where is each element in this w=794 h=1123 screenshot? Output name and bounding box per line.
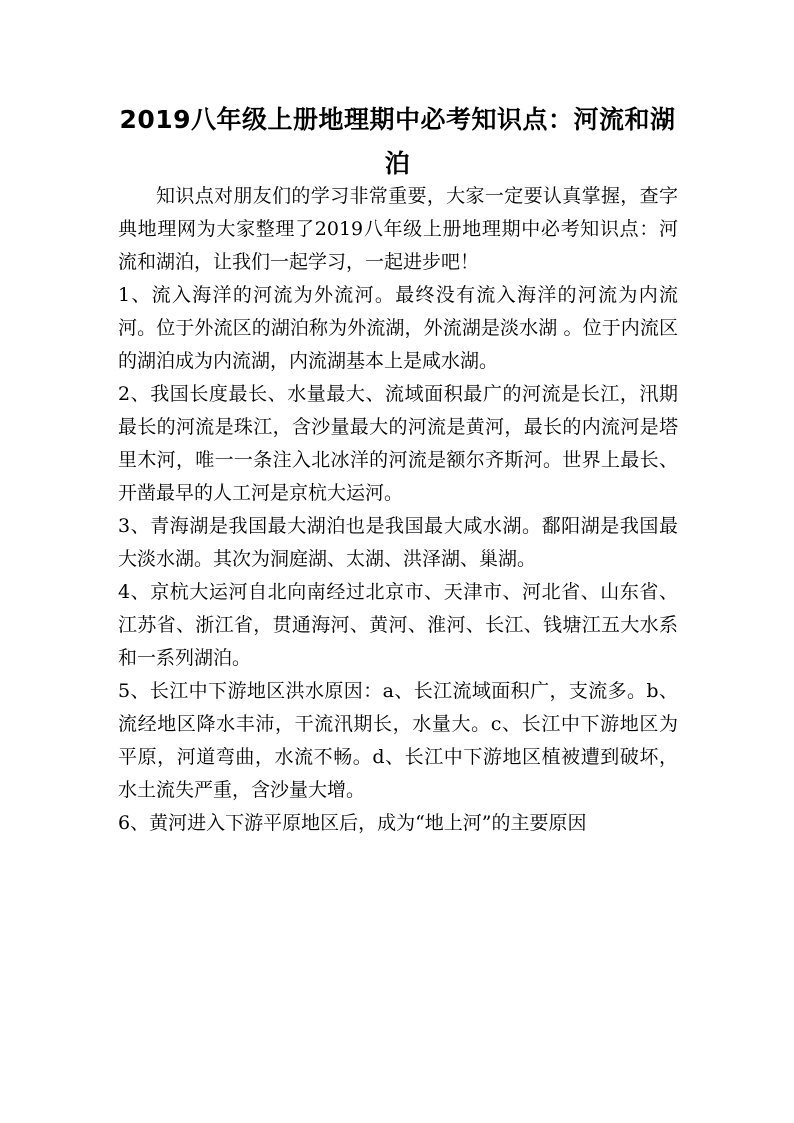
document-title: 2019八年级上册地理期中必考知识点：河流和湖泊: [119, 105, 676, 178]
point-1-paragraph: 1、流入海洋的河流为外流河。最终没有流入海洋的河流为内流河。位于外流区的湖泊称为外流湖，外流湖是淡水湖 。位于内流区的湖泊成为内流湖，内流湖基本上是咸水湖。: [118, 284, 678, 372]
point-6-paragraph: 6、黄河进入下游平原地区后，成为“地上河”的主要原因: [118, 812, 587, 834]
document-body: [118, 180, 678, 840]
point-2-paragraph: 2、我国长度最长、水量最大、流域面积最广的河流是长江，汛期最长的河流是珠江，含沙量最大的河流是黄河，最长的内流河是塔里木河，唯一一条注入北冰洋的河流是额尔齐斯河。世界上最长、开凿最早的人工河是京杭大运河。: [118, 383, 678, 504]
point-3-paragraph: 3、青海湖是我国最大湖泊也是我国最大咸水湖。鄱阳湖是我国最大淡水湖。其次为洞庭湖、太湖、洪泽湖、巢湖。: [118, 515, 678, 570]
point-4-paragraph: 4、京杭大运河自北向南经过北京市、天津市、河北省、山东省、江苏省、浙江省，贯通海河、黄河、淮河、长江、钱塘江五大水系和一系列湖泊。: [118, 581, 678, 669]
intro-paragraph: 知识点对朋友们的学习非常重要，大家一定要认真掌握，查字典地理网为大家整理了2019八年级上册地理期中必考知识点：河流和湖泊，让我们一起学习，一起进步吧！: [118, 185, 678, 273]
point-5-paragraph: 5、长江中下游地区洪水原因：a、长江流域面积广，支流多。b、流经地区降水丰沛，干流汛期长，水量大。c、长江中下游地区为平原，河道弯曲，水流不畅。d、长江中下游地区植被遭到破坏，水土流失严重，含沙量大增。: [118, 680, 678, 801]
